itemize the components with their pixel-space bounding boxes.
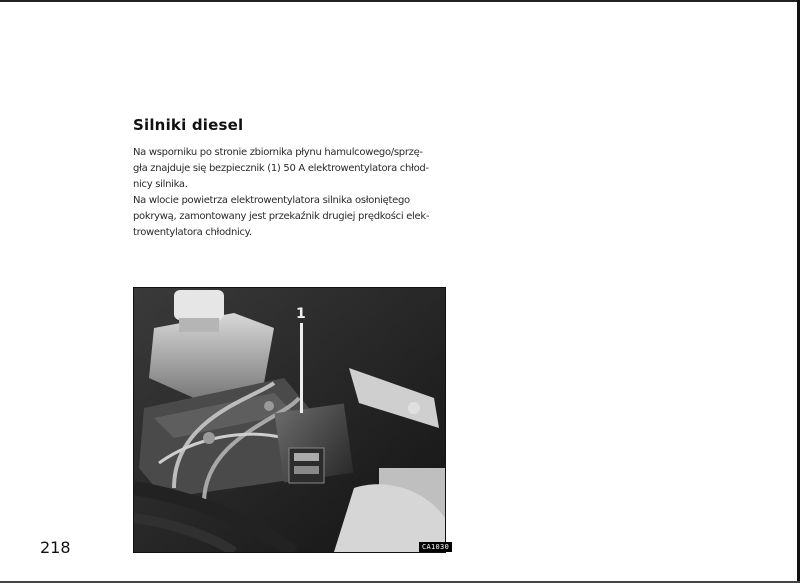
paragraph-2 — [133, 193, 445, 241]
paragraph-2-line-2: pokrywą, zamontowany jest przekaźnik drugiej prędkości elek- — [133, 211, 430, 222]
figure-code: CA1030 — [419, 542, 452, 552]
paragraph-1-line-2: gła znajduje się bezpiecznik (1) 50 A elektrowentylatora chłod- — [133, 163, 429, 174]
paragraph-2-line-1: Na wlocie powietrza elektrowentylatora silnika osłoniętego — [133, 195, 410, 206]
paragraph-2-line-3: trowentylatora chłodnicy. — [133, 227, 252, 238]
paragraph-1-line-1: Na wsporniku po stronie zbiornika płynu hamulcowego/sprzę- — [133, 147, 423, 158]
reservoir-cap — [174, 290, 224, 320]
callout-number: 1 — [296, 306, 306, 322]
callout-line — [300, 323, 303, 413]
paragraph-1 — [133, 145, 445, 193]
body-text — [133, 145, 445, 241]
top-border — [0, 0, 800, 2]
engine-compartment-photo — [133, 287, 446, 553]
paragraph-1-line-3: nicy silnika. — [133, 179, 188, 190]
section-heading: Silniki diesel — [133, 116, 244, 134]
photo-illustration — [134, 288, 445, 552]
page-number: 218 — [40, 538, 71, 557]
